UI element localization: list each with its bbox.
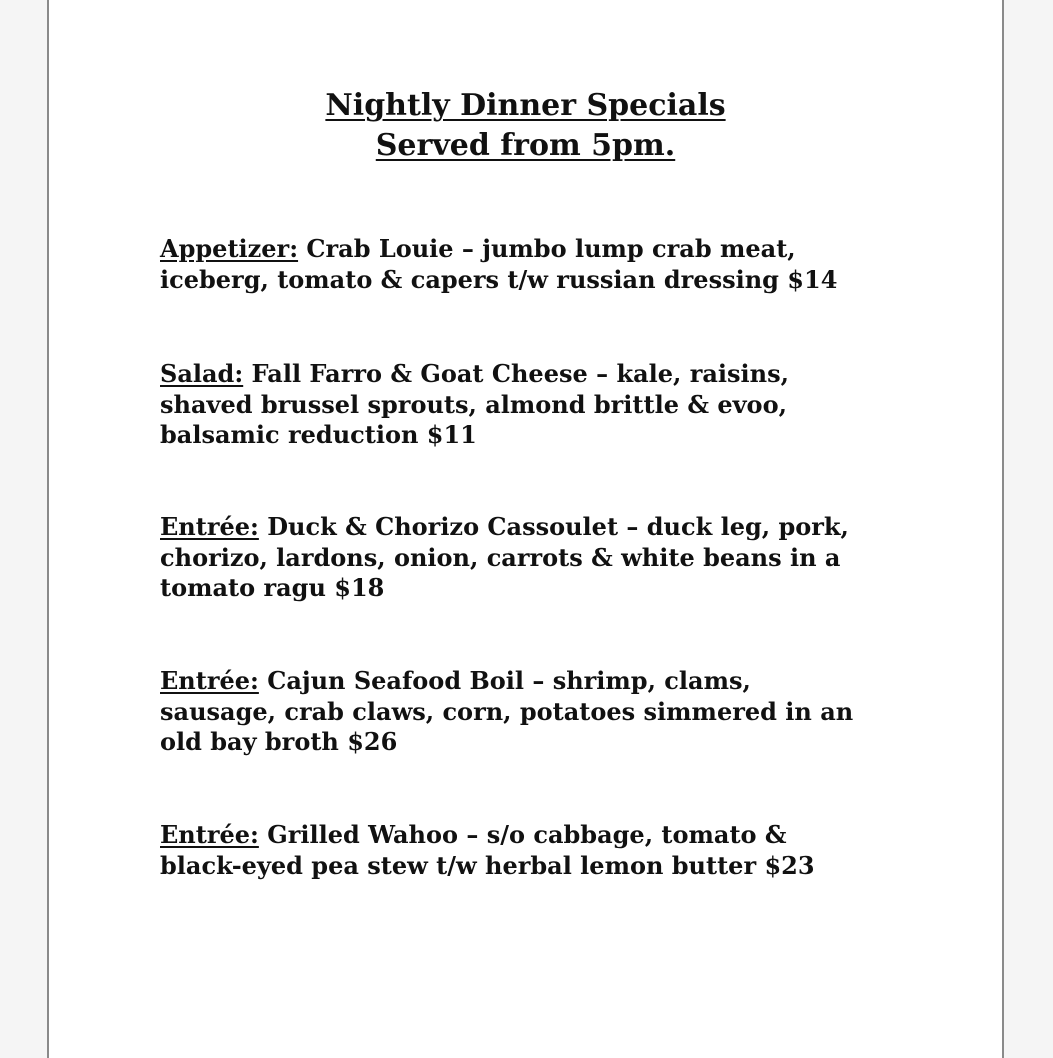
course-label: Salad: — [160, 359, 244, 388]
course-label: Entrée: — [160, 512, 259, 541]
dish-text: chorizo, lardons, onion, carrots & white beans in a — [160, 542, 841, 572]
title-line-2: Served from 5pm. — [375, 128, 676, 163]
menu-item-first-line — [160, 666, 920, 697]
dish-text: iceberg, tomato & capers t/w russian dressing $14 — [160, 264, 838, 294]
menu-item-first-line — [160, 359, 920, 390]
menu-item-entree-wahoo — [160, 820, 920, 881]
course-label: Entrée: — [160, 666, 259, 695]
course-label: Entrée: — [160, 820, 259, 849]
menu-item-first-line — [160, 512, 920, 543]
menu-item-entree-cassoulet — [160, 512, 920, 604]
dish-text: sausage, crab claws, corn, potatoes simmered in an — [160, 696, 854, 726]
dish-text: Fall Farro & Goat Cheese – kale, raisins, — [243, 359, 789, 388]
dish-text: Crab Louie – jumbo lump crab meat, — [298, 234, 796, 263]
menu-page — [47, 0, 1004, 1058]
menu-item-first-line — [160, 820, 920, 851]
menu-item-first-line — [160, 234, 920, 265]
dish-text: Grilled Wahoo – s/o cabbage, tomato & — [258, 820, 787, 849]
menu-item-entree-seafood-boil — [160, 666, 920, 758]
dish-text: shaved brussel sprouts, almond brittle & evoo, — [160, 389, 787, 419]
course-label: Appetizer: — [160, 234, 299, 263]
dish-text: black-eyed pea stew t/w herbal lemon butter $23 — [160, 850, 815, 880]
dish-text: Cajun Seafood Boil – shrimp, clams, — [258, 666, 751, 695]
dish-text: tomato ragu $18 — [160, 573, 385, 602]
menu-item-appetizer — [160, 234, 920, 295]
title-line-1: Nightly Dinner Specials — [325, 88, 726, 123]
menu-item-salad — [160, 359, 920, 451]
dish-text: Duck & Chorizo Cassoulet – duck leg, pork, — [258, 512, 849, 541]
dish-text: balsamic reduction $11 — [160, 420, 477, 449]
menu-title — [49, 86, 1002, 166]
dish-text: old bay broth $26 — [160, 727, 398, 756]
